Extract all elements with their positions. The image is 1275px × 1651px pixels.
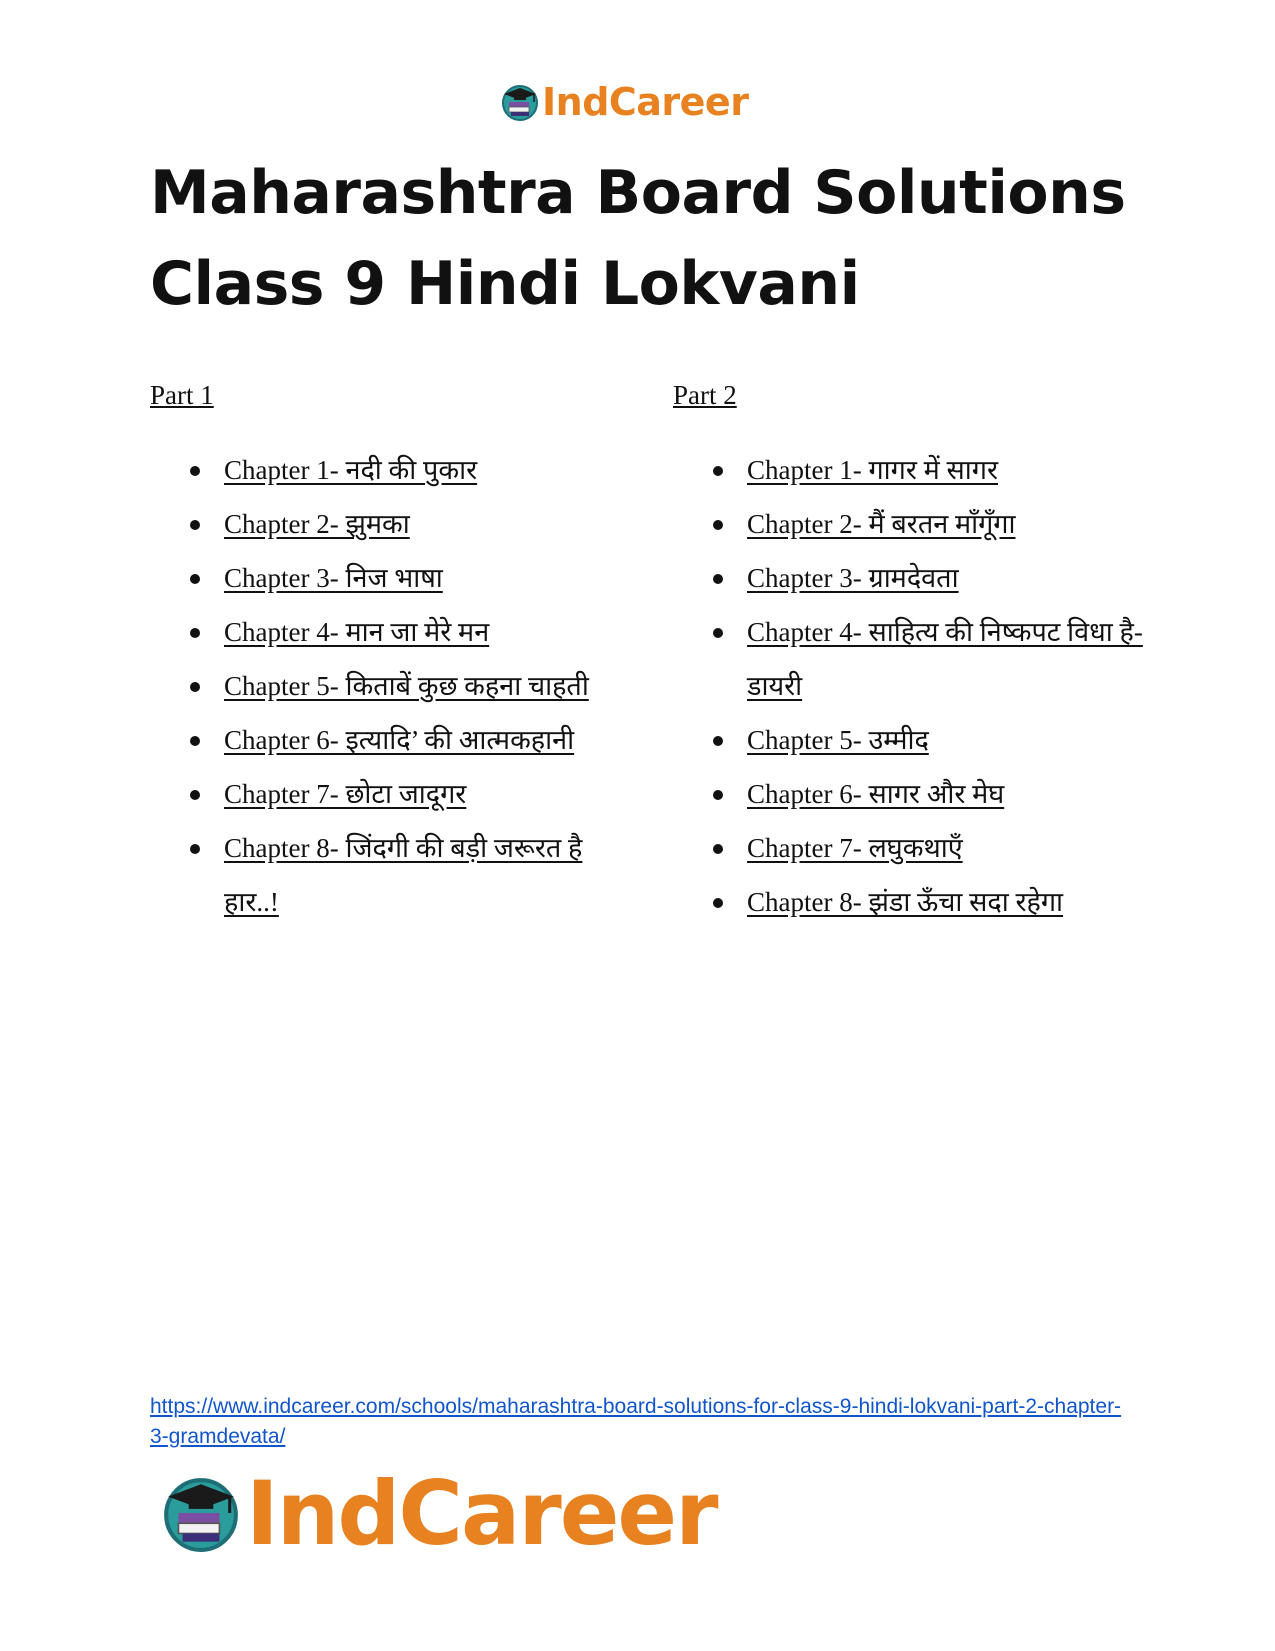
chapter-link[interactable]: Chapter 6- सागर और मेघ bbox=[747, 779, 1005, 809]
bullet-icon bbox=[190, 736, 200, 746]
chapter-link[interactable]: Chapter 1- नदी की पुकार bbox=[224, 455, 478, 485]
part-1-section bbox=[150, 378, 620, 929]
list-item bbox=[150, 551, 620, 605]
list-item bbox=[673, 713, 1143, 767]
brand-logo-bottom bbox=[160, 1461, 717, 1565]
part-1-link[interactable]: Part 1 bbox=[150, 380, 214, 410]
list-item bbox=[673, 767, 1143, 821]
bullet-icon bbox=[713, 736, 723, 746]
chapter-link[interactable]: Chapter 6- इत्यादि’ की आत्मकहानी bbox=[224, 725, 575, 755]
chapter-link[interactable]: Chapter 2- झुमका bbox=[224, 509, 410, 539]
bullet-icon bbox=[713, 520, 723, 530]
list-item bbox=[150, 443, 620, 497]
bullet-icon bbox=[190, 520, 200, 530]
list-item bbox=[150, 713, 620, 767]
brand-logo-top bbox=[500, 80, 748, 124]
chapter-link[interactable]: Chapter 5- उम्मीद bbox=[747, 725, 929, 755]
chapter-link[interactable]: Chapter 8- जिंदगी की बड़ी जरूरत है हार..! bbox=[224, 833, 583, 917]
chapter-link[interactable]: Chapter 4- साहित्य की निष्कपट विधा है-डायरी bbox=[747, 617, 1143, 701]
part-2-link[interactable]: Part 2 bbox=[673, 380, 737, 410]
chapter-link[interactable]: Chapter 2- मैं बरतन माँगूँगा bbox=[747, 509, 1016, 539]
chapter-link[interactable]: Chapter 4- मान जा मेरे मन bbox=[224, 617, 490, 647]
title-line-2: Class 9 Hindi Lokvani bbox=[150, 249, 860, 319]
list-item bbox=[673, 605, 1143, 713]
list-item bbox=[150, 605, 620, 659]
list-item bbox=[673, 551, 1143, 605]
part-1-chapter-list bbox=[150, 443, 620, 929]
bullet-icon bbox=[713, 844, 723, 854]
bullet-icon bbox=[713, 466, 723, 476]
bullet-icon bbox=[190, 466, 200, 476]
chapter-link[interactable]: Chapter 7- छोटा जादूगर bbox=[224, 779, 467, 809]
bullet-icon bbox=[713, 898, 723, 908]
list-item bbox=[150, 821, 620, 929]
list-item bbox=[673, 443, 1143, 497]
brand-name: IndCareer bbox=[246, 1461, 717, 1565]
list-item bbox=[673, 497, 1143, 551]
brand-name: IndCareer bbox=[542, 80, 749, 124]
bullet-icon bbox=[190, 574, 200, 584]
list-item bbox=[673, 821, 1143, 875]
chapter-link[interactable]: Chapter 3- ग्रामदेवता bbox=[747, 563, 959, 593]
source-url-link[interactable]: https://www.indcareer.com/schools/maharashtra-board-solutions-for-class-9-hindi-lokvani-part-2-chapter-3-gramdevata/ bbox=[150, 1395, 1122, 1448]
title-line-1: Maharashtra Board Solutions bbox=[150, 158, 1126, 228]
chapter-link[interactable]: Chapter 1- गागर में सागर bbox=[747, 455, 999, 485]
graduation-cap-book-globe-icon bbox=[160, 1472, 242, 1554]
chapter-link[interactable]: Chapter 7- लघुकथाएँ bbox=[747, 833, 963, 863]
chapter-link[interactable]: Chapter 3- निज भाषा bbox=[224, 563, 443, 593]
part-2-chapter-list bbox=[673, 443, 1143, 929]
list-item bbox=[150, 659, 620, 713]
graduation-cap-book-globe-icon bbox=[500, 82, 540, 122]
list-item bbox=[673, 875, 1143, 929]
bullet-icon bbox=[713, 574, 723, 584]
list-item bbox=[150, 497, 620, 551]
part-2-section bbox=[673, 378, 1143, 929]
list-item bbox=[150, 767, 620, 821]
chapter-link[interactable]: Chapter 8- झंडा ऊँचा सदा रहेगा bbox=[747, 887, 1064, 917]
page-title bbox=[150, 148, 1150, 330]
chapter-link[interactable]: Chapter 5- किताबें कुछ कहना चाहती bbox=[224, 671, 589, 701]
bullet-icon bbox=[190, 844, 200, 854]
bullet-icon bbox=[713, 790, 723, 800]
bullet-icon bbox=[190, 628, 200, 638]
bullet-icon bbox=[190, 790, 200, 800]
bullet-icon bbox=[190, 682, 200, 692]
bullet-icon bbox=[713, 628, 723, 638]
